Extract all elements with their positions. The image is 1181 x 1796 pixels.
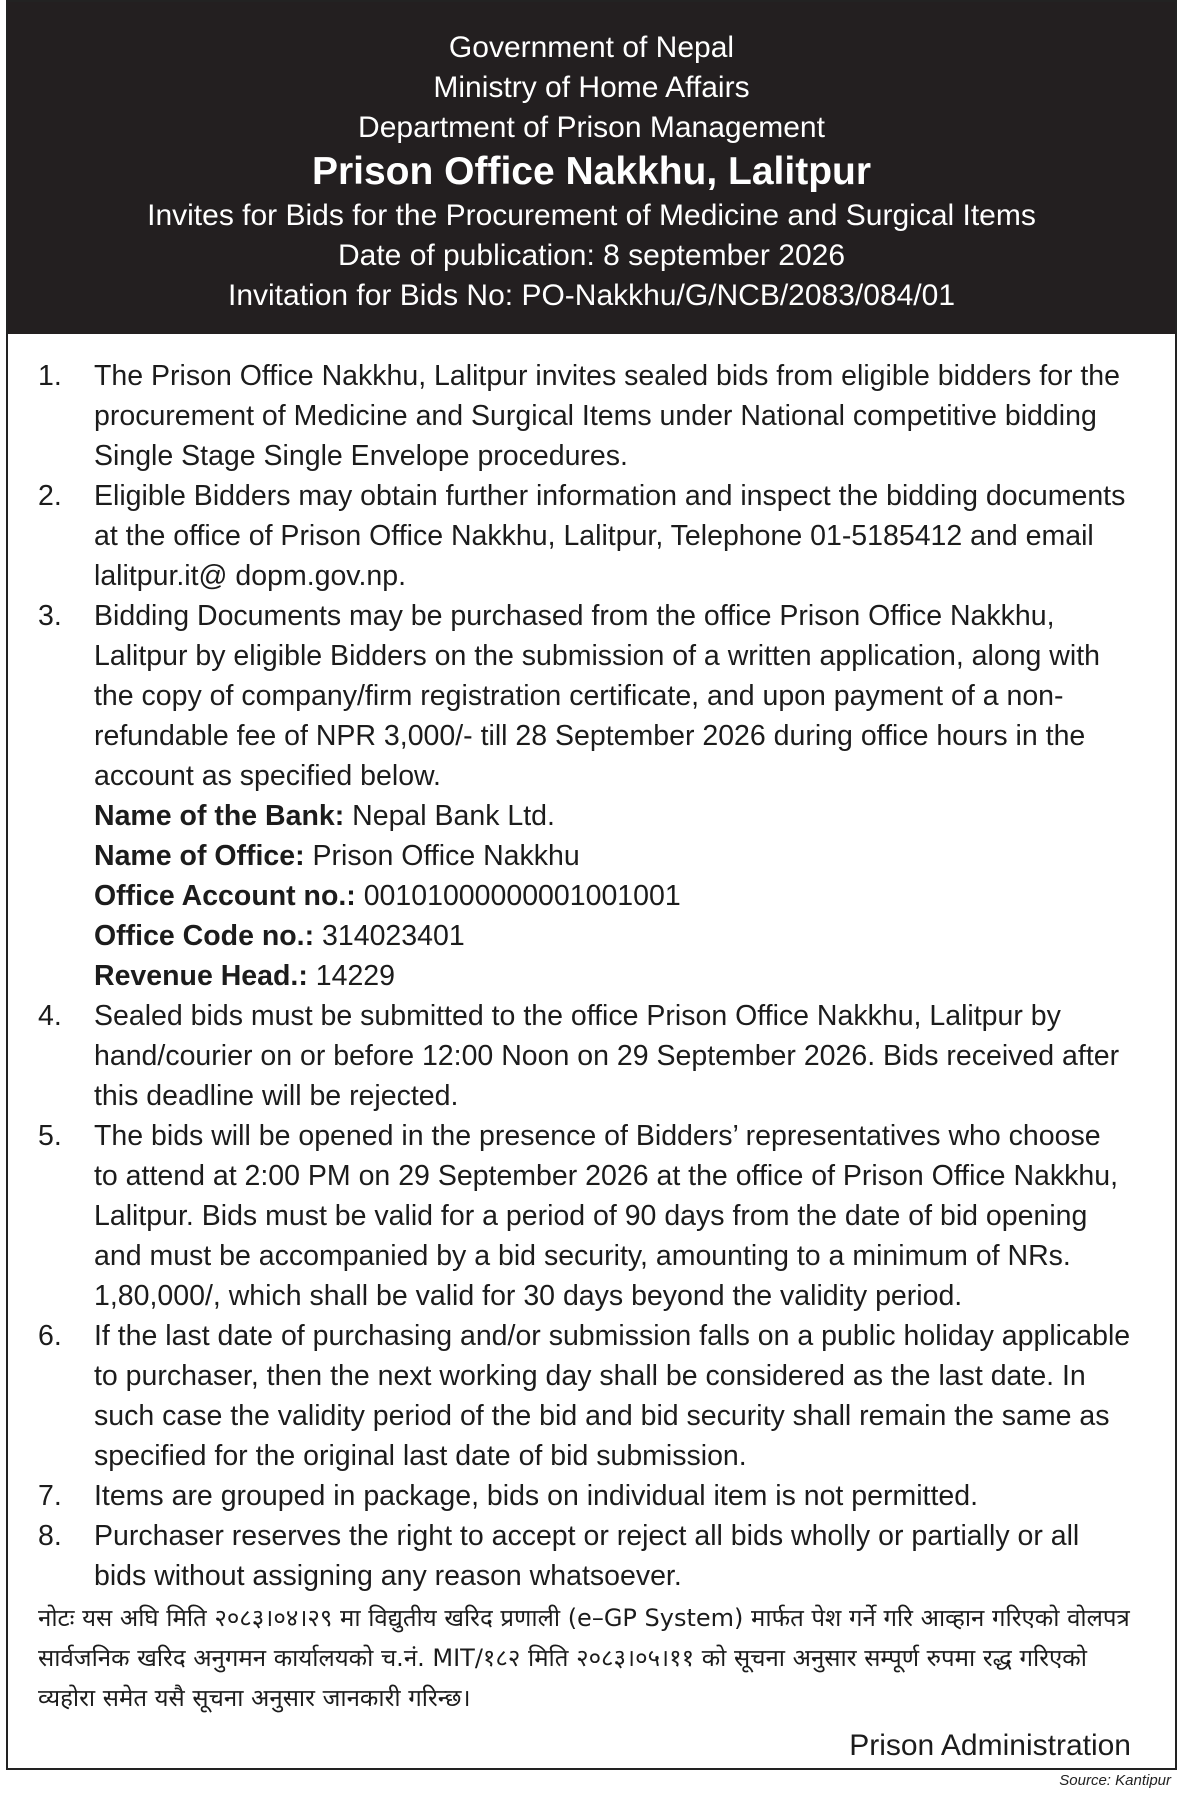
item-text: If the last date of purchasing and/or submission falls on a public holiday applicable to purchaser, then the next working day shall be considered as the last date. In such case the validity period of the bid and bid security shall remain the same as specified for the original last date of bid submission.	[94, 1320, 1131, 1472]
list-item	[38, 1476, 1131, 1516]
list-item	[38, 1516, 1131, 1596]
item-number: 2.	[38, 480, 62, 512]
bank-name-row	[94, 796, 1131, 836]
invite-line: Invites for Bids for the Procurement of Medicine and Surgical Items	[147, 199, 1036, 232]
item-number: 1.	[38, 360, 62, 392]
account-label: Office Account no.:	[94, 880, 356, 912]
item-number: 3.	[38, 600, 62, 632]
publication-date: Date of publication: 8 september 2026	[338, 239, 845, 272]
office-name-row	[94, 836, 1131, 876]
bank-name-value: Nepal Bank Ltd.	[344, 800, 555, 832]
item-text: Sealed bids must be submitted to the office Prison Office Nakkhu, Lalitpur by hand/courier on or before 12:00 Noon on 29 September 2026. Bids received after this deadline will be rejected.	[94, 1000, 1120, 1112]
signoff: Prison Administration	[849, 1729, 1131, 1762]
office-code-label: Office Code no.:	[94, 920, 315, 952]
list-item	[38, 1116, 1131, 1316]
office-code-row	[94, 916, 1131, 956]
list-item	[38, 356, 1131, 476]
ifb-number: Invitation for Bids No: PO-Nakkhu/G/NCB/2083/084/01	[227, 279, 956, 312]
item-number: 6.	[38, 1320, 62, 1352]
ministry-line: Ministry of Home Affairs	[433, 71, 750, 104]
notice-header	[8, 2, 1175, 334]
department-line: Department of Prison Management	[358, 111, 825, 144]
list-item	[38, 1316, 1131, 1476]
item-text: Bidding Documents may be purchased from the office Prison Office Nakkhu, Lalitpur by eligible Bidders on the submission of a written application, along with the copy of company/firm registration certificate, and upon payment of a non-refundable fee of NPR 3,000/- till 28 September 2026 during office hours in the account as specified below.	[94, 600, 1100, 792]
source-credit: Source: Kantipur	[1059, 1772, 1171, 1789]
item-text: Eligible Bidders may obtain further information and inspect the bidding documents at the office of Prison Office Nakkhu, Lalitpur, Telephone 01-5185412 and email lalitpur.it@ dopm.gov.np.	[94, 480, 1126, 592]
bid-notice	[6, 0, 1177, 1770]
office-title: Prison Office Nakkhu, Lalitpur	[311, 150, 872, 193]
notice-items	[38, 356, 1131, 1596]
revenue-row	[94, 956, 1131, 996]
revenue-label: Revenue Head.:	[94, 960, 308, 992]
account-value: 00101000000001001001	[355, 880, 681, 912]
list-item	[38, 596, 1131, 996]
item-text: Items are grouped in package, bids on individual item is not permitted.	[94, 1480, 978, 1512]
account-row	[94, 876, 1131, 916]
item-number: 8.	[38, 1520, 62, 1552]
item-number: 7.	[38, 1480, 62, 1512]
revenue-value: 14229	[307, 960, 395, 992]
item-number: 4.	[38, 1000, 62, 1032]
government-line: Government of Nepal	[448, 31, 735, 64]
office-code-value: 314023401	[314, 920, 465, 952]
item-number: 5.	[38, 1120, 62, 1152]
list-item	[38, 996, 1131, 1116]
item-text: The Prison Office Nakkhu, Lalitpur invites sealed bids from eligible bidders for the procurement of Medicine and Surgical Items under National competitive bidding Single Stage Single Envelope procedures.	[94, 360, 1120, 472]
bank-details	[94, 796, 1131, 996]
office-name-label: Name of Office:	[94, 840, 305, 872]
bank-name-label: Name of the Bank:	[94, 800, 345, 832]
item-text: Purchaser reserves the right to accept or reject all bids wholly or partially or all bids without assigning any reason whatsoever.	[94, 1520, 1080, 1592]
list-item	[38, 476, 1131, 596]
notice-body	[8, 334, 1175, 1768]
nepali-note: नोटः यस अघि मिति २०८३।०४।२९ मा विद्युतीय खरिद प्रणाली (e–GP System) मार्फत पेश गर्ने गरि आव्हान गरिएको वोलपत्र सार्वजनिक खरिद अनुगमन कार्यालयको च.नं. MIT/१८२ मिति २०८३।०५।११ को सूचना अनुसार सम्पूर्ण रुपमा रद्ध गरिएको व्यहोरा समेत यसै सूचना अनुसार जानकारी गरिन्छ।	[38, 1604, 1130, 1712]
office-name-value: Prison Office Nakkhu	[304, 840, 580, 872]
item-text: The bids will be opened in the presence of Bidders’ representatives who choose to attend at 2:00 PM on 29 September 2026 at the office of Prison Office Nakkhu, Lalitpur. Bids must be valid for a period of 90 days from the date of bid opening and must be accompanied by a bid security, amounting to a minimum of NRs. 1,80,000/, which shall be valid for 30 days beyond the validity period.	[94, 1120, 1118, 1312]
